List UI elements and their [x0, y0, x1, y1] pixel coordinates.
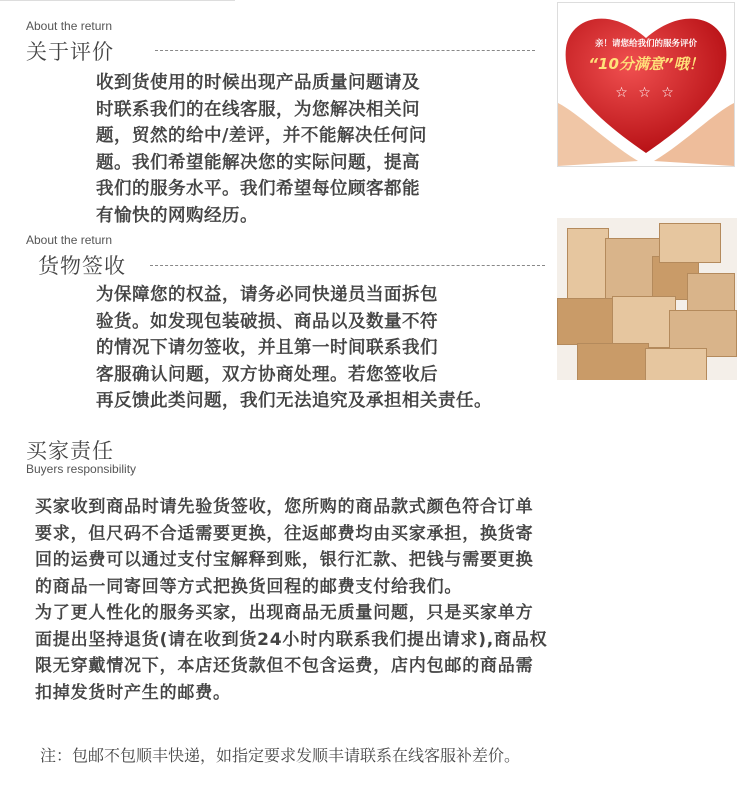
top-rule — [0, 0, 235, 1]
section1-body — [96, 70, 427, 229]
section3-body — [35, 494, 547, 706]
heart-stars: ☆ ☆ ☆ — [615, 85, 677, 101]
text-line: 面提出坚持退货(请在收到货24小时内联系我们提出请求),商品权 — [35, 629, 548, 650]
section2-divider — [150, 265, 545, 266]
text-line: 题。我们希望能解决您的实际问题，提高 — [96, 152, 420, 173]
text-line: 要求，但尺码不合适需要更换，往返邮费均由买家承担，换货寄 — [35, 523, 534, 544]
section1-title: 关于评价 — [26, 40, 114, 64]
text-line: 验货。如发现包装破损、商品以及数量不符 — [96, 311, 438, 332]
shipping-note: 注：包邮不包顺丰快递，如指定要求发顺丰请联系在线客服补差价。 — [40, 746, 521, 765]
section2-body — [96, 282, 492, 415]
heart-line2: “10分满意”哦！ — [588, 55, 704, 73]
text-line: 题，贸然的给中/差评，并不能解决任何问 — [96, 126, 427, 146]
section3-title: 买家责任 — [26, 439, 114, 463]
text-line: 客服确认问题，双方协商处理。若您签收后 — [96, 364, 438, 385]
heart-line1: 亲！请您给我们的服务评价 — [594, 39, 697, 49]
text-line: 为了更人性化的服务买家，出现商品无质量问题，只是买家单方 — [35, 603, 534, 623]
text-line: 的情况下请勿签收，并且第一时间联系我们 — [96, 338, 438, 358]
text-line: 有愉快的网购经历。 — [96, 205, 258, 226]
section2-en-label: About the return — [26, 233, 113, 247]
section3-en-label: Buyers responsibility — [26, 462, 137, 476]
section1-divider — [155, 50, 535, 51]
section1-en-label: About the return — [26, 19, 113, 33]
heart-hands-image — [557, 2, 735, 167]
text-line: 我们的服务水平。我们希望每位顾客都能 — [96, 179, 420, 199]
text-line: 为保障您的权益，请务必同快递员当面拆包 — [96, 285, 438, 305]
text-line: 时联系我们的在线客服，为您解决相关问 — [96, 99, 420, 120]
cardboard-boxes-image — [557, 218, 737, 380]
text-line: 扣掉发货时产生的邮费。 — [35, 682, 231, 703]
text-line: 限无穿戴情况下，本店还货款但不包含运费，店内包邮的商品需 — [35, 656, 534, 676]
text-line: 的商品一同寄回等方式把换货回程的邮费支付给我们。 — [35, 576, 463, 597]
section2-title: 货物签收 — [38, 254, 126, 278]
text-line: 买家收到商品时请先验货签收，您所购的商品款式颜色符合订单 — [35, 497, 534, 517]
text-line: 收到货使用的时候出现产品质量问题请及 — [96, 73, 420, 93]
text-line: 再反馈此类问题，我们无法追究及承担相关责任。 — [96, 391, 492, 411]
text-line: 回的运费可以通过支付宝解释到账，银行汇款、把钱与需要更换 — [35, 550, 534, 570]
